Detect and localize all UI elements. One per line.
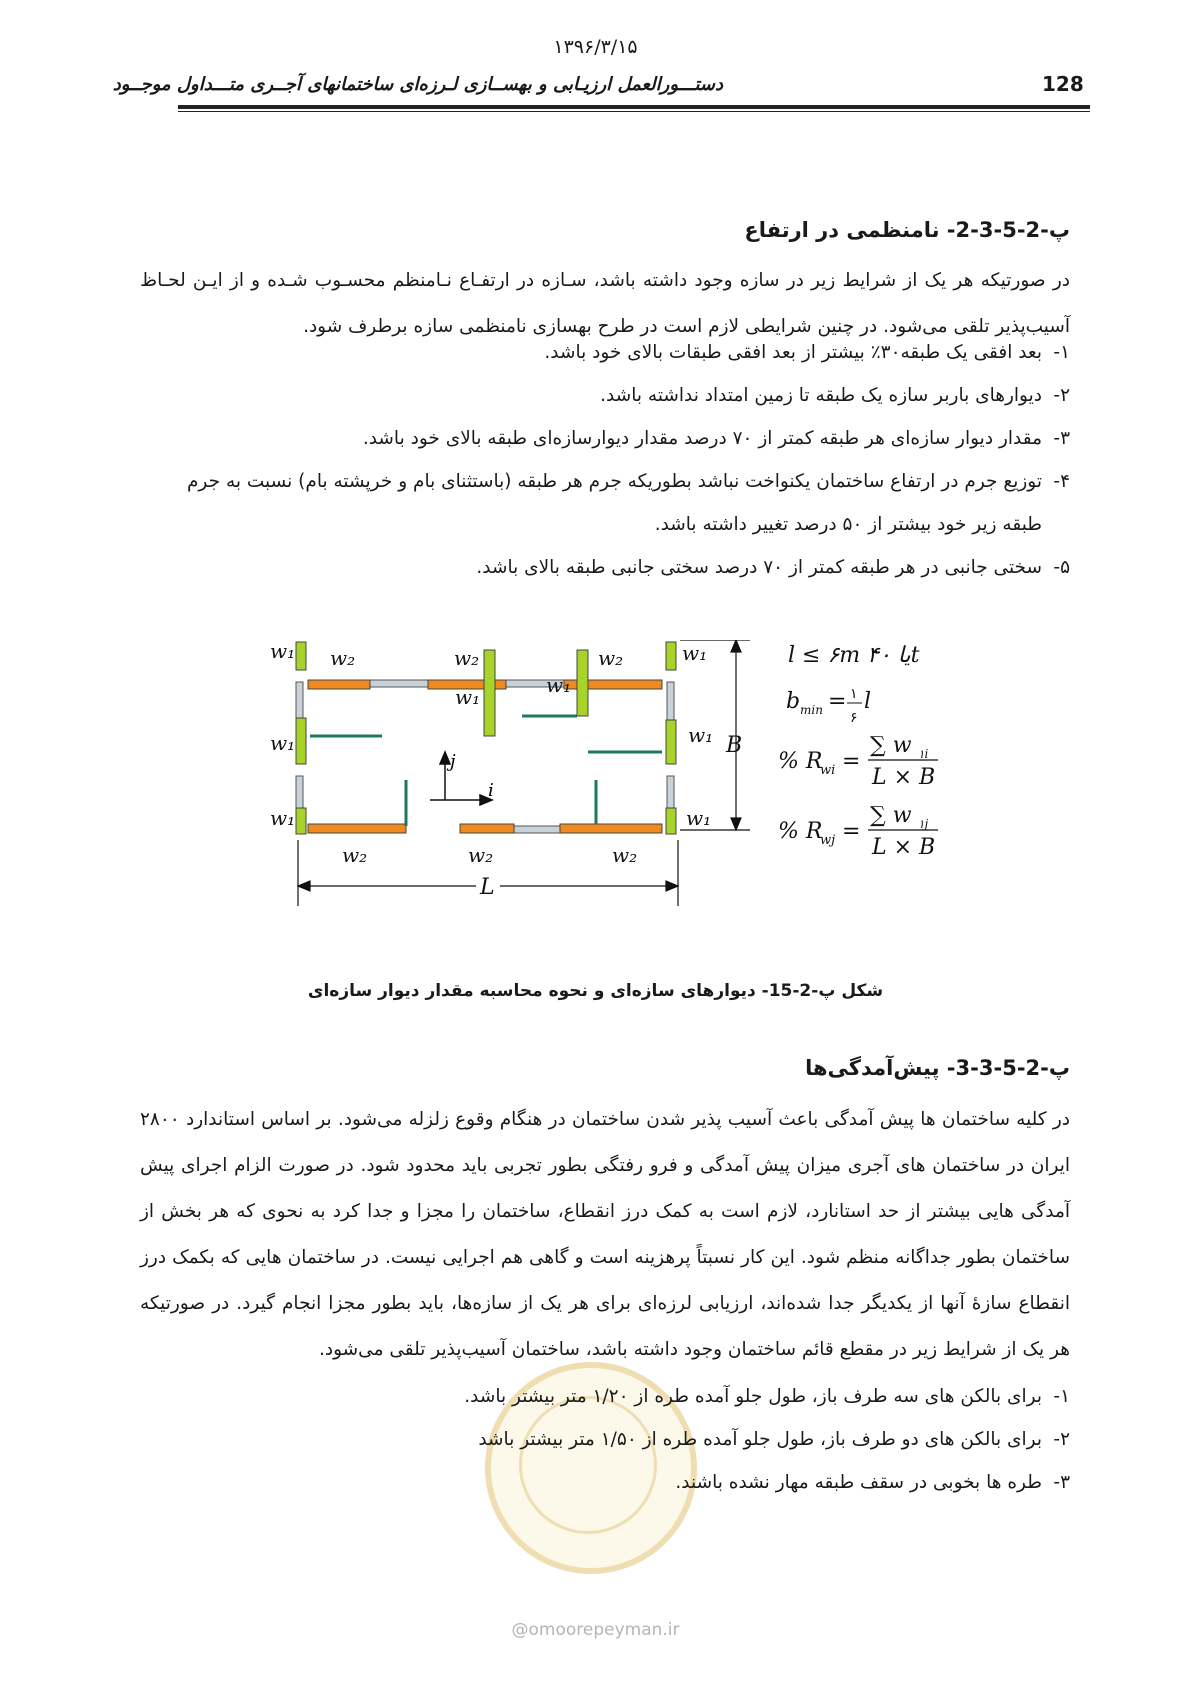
window-strip [370, 680, 428, 687]
formula-rwj-den: L × B [872, 835, 936, 860]
formula-bmin-num: ۱ [850, 686, 858, 702]
label-w2: w₂ [468, 843, 494, 867]
formula-equals: = [842, 819, 861, 844]
axis-j-label: j [450, 751, 456, 772]
list-item-text: بعد افقی یک طبقه۳۰٪ بیشتر از بعد افقی طبقات بالای خود باشد. [544, 342, 1042, 363]
list-item-text: توزیع جرم در ارتفاع ساختمان یکنواخت نباشد بطوریکه جرم هر طبقه (باستثنای بام و خرپشته بام) نسبت به جرم [186, 471, 1042, 492]
section-heading: پ-2-5-3-2- نامنظمی در ارتفاع [744, 218, 1070, 242]
label-w1: w₁ [270, 640, 296, 663]
wall-w2 [308, 824, 406, 833]
formula-rwi-num: ∑ w [870, 733, 912, 758]
arrow-head [666, 881, 678, 891]
wall-w1 [296, 718, 306, 764]
formula-rwi-left: % R [778, 749, 823, 774]
list-item [187, 471, 1070, 492]
list-item-number: ۵- [1053, 557, 1070, 578]
arrow-head [731, 818, 741, 830]
list-item-text: برای بالکن های دو طرف باز، طول جلو آمده طره از ۱/۵۰ متر بیشتر باشد [478, 1429, 1042, 1450]
wall-w1 [666, 808, 676, 834]
list-item [478, 1429, 1070, 1450]
watermark-text: @omoorepeyman.ir [511, 1620, 680, 1640]
list-item-continuation: طبقه زیر خود بیشتر از ۵۰ درصد تغییر داشته باشد. [654, 514, 1042, 535]
formula-rwj-sub: wj [820, 833, 836, 848]
formula-length-limit: l ≤ ۶m یا ۴۰t [788, 643, 920, 668]
arrow-head [440, 752, 450, 764]
list-item [675, 1472, 1070, 1493]
wall-w1 [666, 720, 676, 764]
dimension-label-b: B [726, 733, 743, 758]
list-item-number: ۳- [1053, 1472, 1070, 1493]
page-number: 128 [1042, 72, 1084, 96]
list-item-text: طره ها بخوبی در سقف طبقه مهار نشده باشند. [675, 1472, 1042, 1493]
label-w2: w₂ [454, 646, 480, 670]
list-item [476, 557, 1070, 578]
arrow-head [298, 881, 310, 891]
list-item-number: ۱- [1053, 1386, 1070, 1407]
list-item [464, 1386, 1070, 1407]
header-rule-thin [178, 111, 1090, 112]
list-item-number: ۲- [1053, 1429, 1070, 1450]
label-w1: w₁ [455, 685, 481, 709]
dimension-label-l: L [480, 875, 495, 900]
wall-w1 [296, 642, 306, 670]
wall-w2 [308, 680, 370, 689]
formula-equals: = [828, 689, 847, 714]
list-item-number: ۲- [1053, 385, 1070, 406]
formula-bmin-left: b [786, 689, 801, 714]
list-item-text: سختی جانبی در هر طبقه کمتر از ۷۰ درصد سختی جانبی طبقه بالای باشد. [476, 557, 1042, 578]
list-item-text: دیوارهای باربر سازه یک طبقه تا زمین امتداد نداشته باشد. [600, 385, 1042, 406]
label-w2: w₂ [330, 646, 356, 670]
section-paragraph: در کلیه ساختمان ها پیش آمدگی باعث آسیب پذیر شدن ساختمان در هنگام وقوع زلزله می‌شود. بر اساس استاندارد ۲۸۰۰ ایران در ساختمان های آجری میزان پیش آمدگی و فرو رفتگی بطور تجربی باید محدود شود. در صورت الزام اجرای پیش آمدگی هایی بیشتر از حد استانارد، لازم است به کمک درز انقطاع، ساختمان را مجزا و جدا کرد به نحوی که هر بخش از ساختمان بطور جداگانه منظم شود. این کار نسبتاً پرهزینه است و گاهی هم اجرایی نیست. در ساختمان هایی که بکمک درز انقطاع سازۀ آنها از یکدیگر جدا شده‌اند، ارزیابی لرزه‌ای برای هر یک از سازه‌ها، باید بطور مجزا انجام گیرد. در صورتیکه هر یک از شرایط زیر در مقطع قائم ساختمان وجود داشته باشد، ساختمان آسیب‌پذیر تلقی می‌شود. [140, 1109, 1070, 1360]
label-w2: w₂ [598, 646, 624, 670]
window-strip [514, 826, 560, 833]
formula-bmin-sub: min [800, 703, 823, 717]
wall-w1 [296, 808, 306, 834]
formula-rwj-num: ∑ w [870, 803, 912, 828]
formula-rwj-numsub: ۱j [918, 817, 929, 831]
list-item [363, 428, 1070, 449]
list-item-text: مقدار دیوار سازه‌ای هر طبقه کمتر از ۷۰ درصد مقدار دیوارسازه‌ای طبقه بالای خود باشد. [362, 428, 1042, 449]
list-item-number: ۴- [1053, 471, 1070, 492]
formula-rwi-sub: wi [820, 763, 836, 778]
formula-bmin-var: l [864, 689, 872, 714]
list-item-text: برای بالکن های سه طرف باز، طول جلو آمده طره از ۱/۲۰ متر بیشتر باشد. [464, 1386, 1042, 1407]
document-date: ۱۳۹۶/۳/۱۵ [553, 36, 638, 58]
label-w2: w₂ [612, 843, 638, 867]
arrow-head [731, 640, 741, 652]
section-paragraph: در صورتیکه هر یک از شرایط زیر در سازه وجود داشته باشد، سـازه در ارتفـاع نـامنظم محسـوب شـده و از ایـن لحـاظ آسیب‌پذیر تلقی می‌شود. در چنین شرایطی لازم است در طرح بهسازی نامنظمی سازه برطرف شود. [140, 270, 1070, 337]
label-w1: w₁ [270, 806, 296, 830]
label-w1: w₁ [682, 641, 708, 665]
figure-caption: شکل پ-2-15- دیوارهای سازه‌ای و نحوه محاسبه مقدار دیوار سازه‌ای [307, 981, 884, 1001]
list-item [600, 385, 1070, 406]
formula-rwi-den: L × B [872, 765, 936, 790]
label-w1: w₁ [688, 723, 714, 747]
formula-rwj-left: % R [778, 819, 823, 844]
formula-equals: = [842, 749, 861, 774]
wall-w2 [560, 824, 662, 833]
label-w2: w₂ [342, 843, 368, 867]
label-w1: w₁ [686, 806, 712, 830]
wall-w1 [666, 642, 676, 670]
wall-plan-figure [270, 640, 990, 970]
section-heading: پ-2-5-3-3- پیش‌آمدگی‌ها [805, 1056, 1070, 1080]
formula-rwi-numsub: ۱i [918, 747, 929, 761]
wall-w2 [460, 824, 514, 833]
list-item [544, 342, 1070, 363]
header-rule [178, 105, 1090, 109]
list-item-number: ۳- [1053, 428, 1070, 449]
list-item-number: ۱- [1053, 342, 1070, 363]
formula-bmin-den: ۶ [850, 710, 858, 726]
wall-w1 [484, 650, 495, 736]
label-w1: w₁ [270, 731, 296, 755]
running-title: دستـــورالعمل ارزیـابی و بهســازی لـرزه‌ای ساختمانهای آجــری متـــداول موجــود [112, 74, 723, 95]
wall-w1 [577, 650, 588, 716]
axis-i-label: i [488, 780, 494, 801]
label-w1: w₁ [546, 673, 572, 697]
